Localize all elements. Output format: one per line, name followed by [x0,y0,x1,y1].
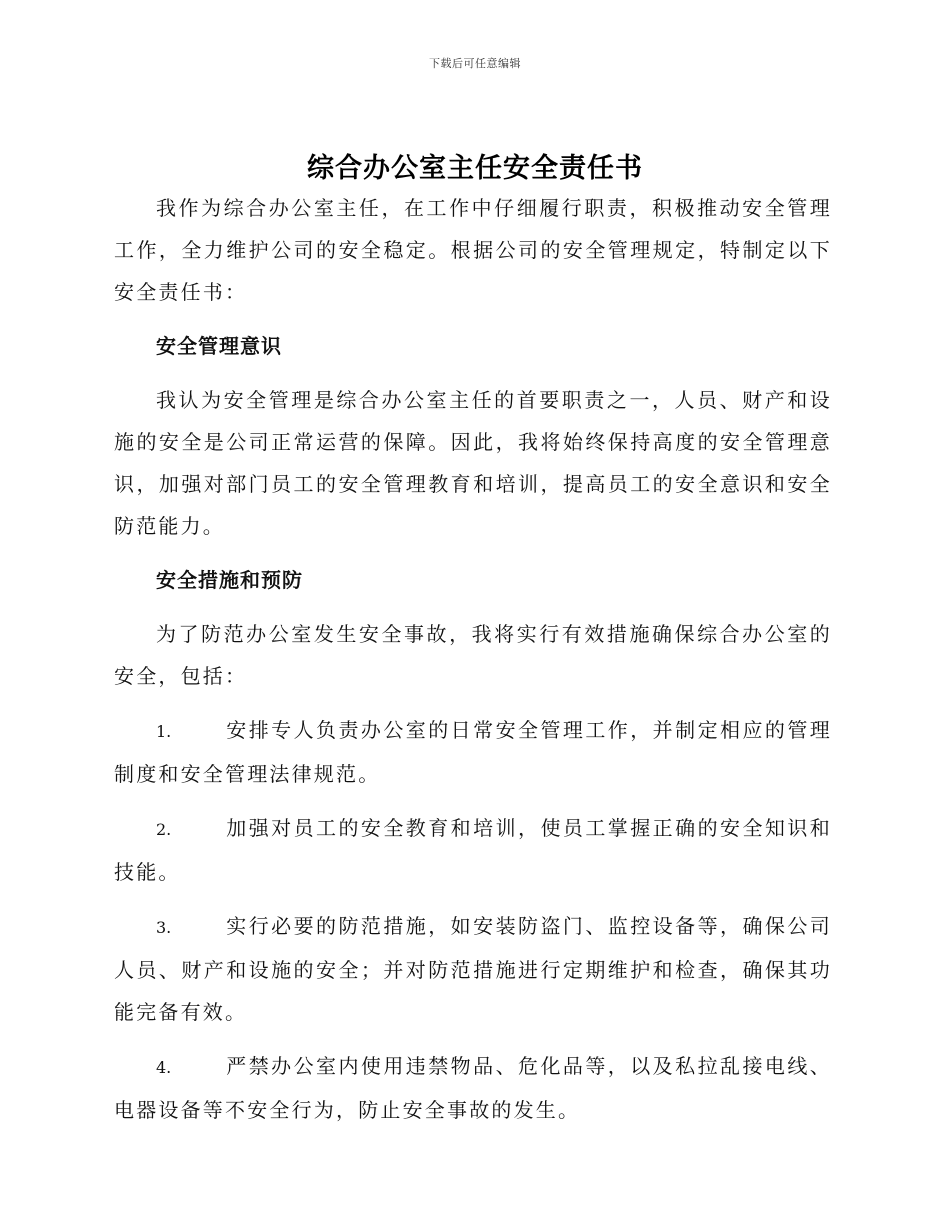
section-heading-safety-measures: 安全措施和预防 [156,568,303,592]
list-text: 实行必要的防范措施，如安装防盗门、监控设备等，确保公司人员、财产和设施的安全；并对防范措施进行定期维护和检查，确保其功能完备有效。 [114,914,832,1024]
safety-measures-paragraph: 为了防范办公室发生安全事故，我将实行有效措施确保综合办公室的安全，包括： [114,622,832,688]
list-number: 1. [156,722,172,741]
list-item [114,1045,832,1131]
list-number: 3. [156,918,172,937]
safety-awareness-paragraph: 我认为安全管理是综合办公室主任的首要职责之一，人员、财产和设施的安全是公司正常运营的保障。因此，我将始终保持高度的安全管理意识，加强对部门员工的安全管理教育和培训，提高员工的安全意识和安全防范能力。 [114,388,832,538]
list-text: 安排专人负责办公室的日常安全管理工作，并制定相应的管理制度和安全管理法律规范。 [114,718,832,786]
list-number: 2. [156,820,172,839]
list-text: 加强对员工的安全教育和培训，使员工掌握正确的安全知识和技能。 [114,816,832,884]
list-text: 严禁办公室内使用违禁物品、危化品等，以及私拉乱接电线、电器设备等不安全行为，防止安全事故的发生。 [114,1054,832,1122]
list-item [114,709,832,795]
section-heading-safety-awareness: 安全管理意识 [156,334,282,358]
document-body [114,187,832,1131]
list-item [114,905,832,1033]
header-note: 下载后可任意编辑 [429,57,521,70]
list-number: 4. [156,1058,172,1077]
list-item [114,807,832,893]
document-title: 综合办公室主任安全责任书 [307,153,643,184]
intro-paragraph: 我作为综合办公室主任，在工作中仔细履行职责，积极推动安全管理工作，全力维护公司的安全稳定。根据公司的安全管理规定，特制定以下安全责任书： [114,196,832,304]
